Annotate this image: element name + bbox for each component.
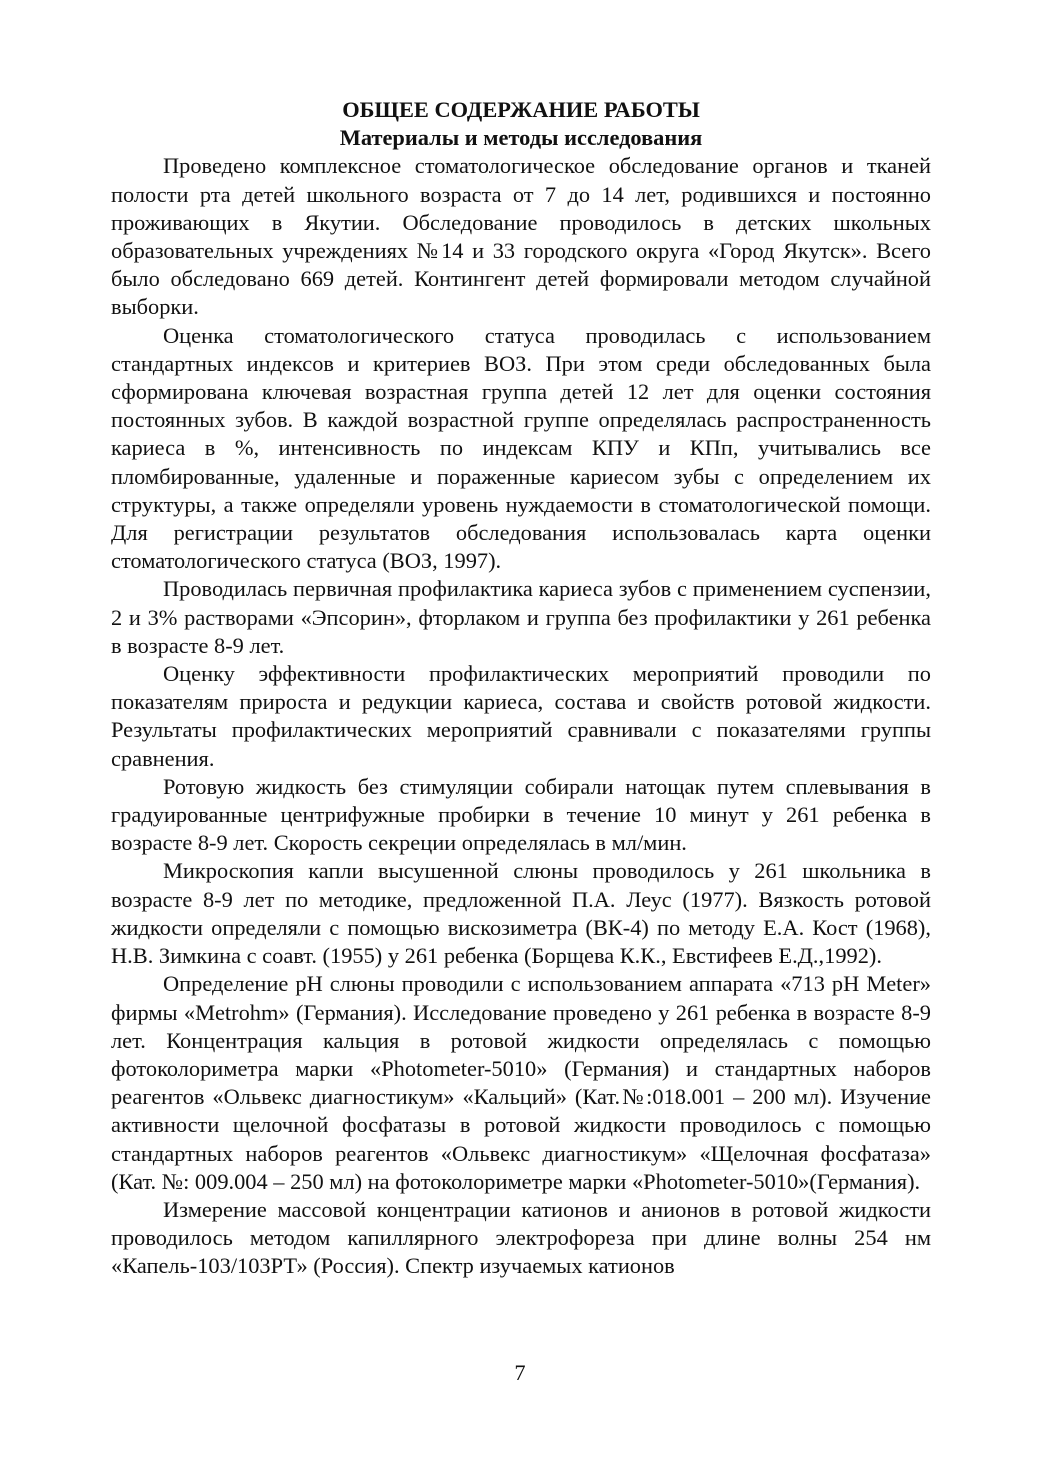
- paragraph-5: Ротовую жидкость без стимуляции собирали натощак путем сплевывания в градуированные центрифужные пробирки в течение 10 минут у 261 ребенка в возрасте 8-9 лет. Скорость секреции определялась в мл/мин.: [111, 773, 931, 856]
- paragraph-6: Микроскопия капли высушенной слюны проводилось у 261 школьника в возрасте 8-9 лет по методике, предложенной П.А. Леус (1977). Вязкость ротовой жидкости определяли с помощью вискозиметра (ВК-4) по методу Е.А. Кост (1968), Н.В. Зимкина с соавт. (1955) у 261 ребенка (Борщева К.К., Евстифеев Е.Д.,1992).: [111, 858, 931, 969]
- page-number: 7: [514, 1360, 526, 1385]
- document-page: [111, 96, 931, 1281]
- document-heading: ОБЩЕЕ СОДЕРЖАНИЕ РАБОТЫ: [342, 97, 700, 122]
- paragraph-7: Определение pH слюны проводили с использованием аппарата «713 pH Meter» фирмы «Metrohm» (Германия). Исследование проведено у 261 ребенка в возрасте 8-9 лет. Концентрация кальция в ротовой жидкости определялась с помощью фотоколориметра марки «Photometer-5010» (Германия) и стандартных наборов реагентов «Ольвекс диагностикум» «Кальций» (Кат.№:018.001 – 200 мл). Изучение активности щелочной фосфатазы в ротовой жидкости проводилось с помощью стандартных наборов реагентов «Ольвекс диагностикум» «Щелочная фосфатаза» (Кат. №: 009.004 – 250 мл) на фотоколориметре марки «Photometer-5010»(Германия).: [111, 971, 931, 1194]
- paragraph-4: Оценку эффективности профилактических мероприятий проводили по показателям прироста и редукции кариеса, состава и свойств ротовой жидкости. Результаты профилактических мероприятий сравнивали с показателями группы сравнения.: [111, 661, 931, 771]
- paragraph-1: Проведено комплексное стоматологическое обследование органов и тканей полости рта детей школьного возраста от 7 до 14 лет, родившихся и постоянно проживающих в Якутии. Обследование проводилось в детских школьных образовательных учреждениях №14 и 33 городского округа «Город Якутск». Всего было обследовано 669 детей. Контингент детей формировали методом случайной выборки.: [111, 153, 931, 320]
- paragraph-8: Измерение массовой концентрации катионов и анионов в ротовой жидкости проводилось методом капиллярного электрофореза при длине волны 254 нм «Капель-103/103РТ» (Россия). Спектр изучаемых катионов: [111, 1196, 931, 1279]
- paragraph-3: Проводилась первичная профилактика кариеса зубов с применением суспензии, 2 и 3% растворами «Эпсорин», фторлаком и группа без профилактики у 261 ребенка в возрасте 8-9 лет.: [111, 576, 931, 658]
- section-subheading: Материалы и методы исследования: [339, 125, 703, 151]
- paragraph-2: Оценка стоматологического статуса проводилась с использованием стандартных индексов и критериев ВОЗ. При этом среди обследованных была сформирована ключевая возрастная группа детей 12 лет для оценки состояния постоянных зубов. В каждой возрастной группе определялась распространенность кариеса в %, интенсивность по индексам КПУ и КПп, учитывались все пломбированные, удаленные и пораженные кариесом зубы с определением их структуры, а также определяли уровень нуждаемости в стоматологической помощи. Для регистрации результатов обследования использовалась карта оценки стоматологического статуса (ВОЗ, 1997).: [111, 322, 931, 574]
